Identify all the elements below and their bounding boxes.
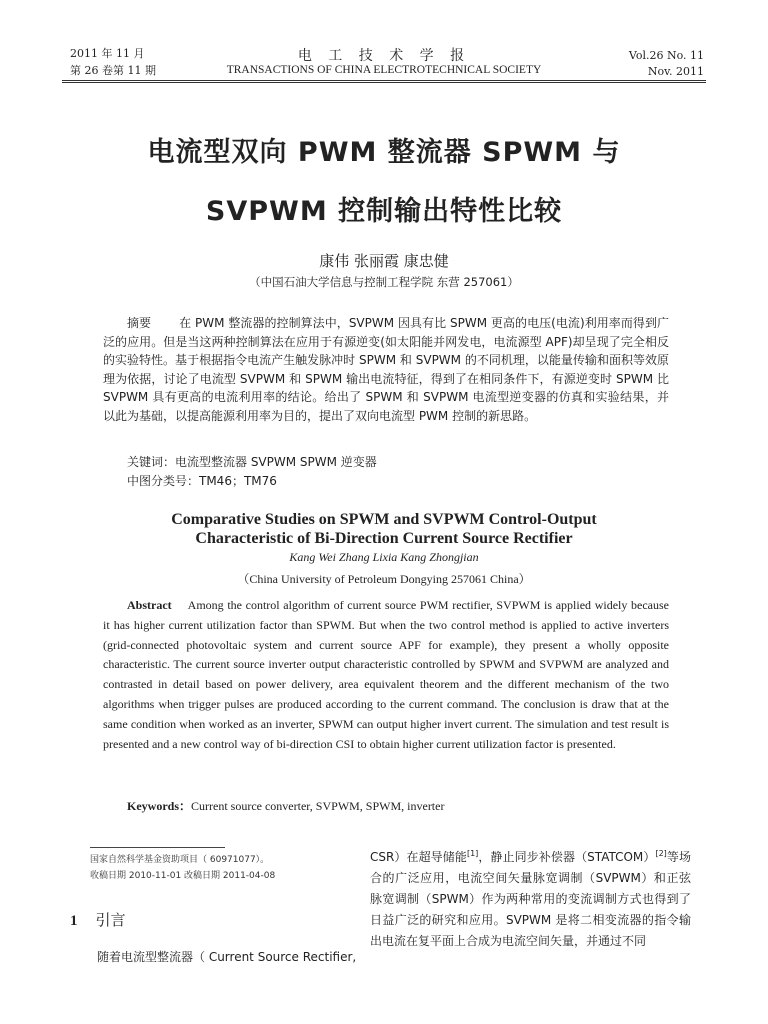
section-title: 引言 [95,911,126,929]
header-rule-double [62,82,706,83]
abstract-en-label: Abstract [127,598,172,612]
header-month-year: Nov. 2011 [647,65,704,78]
section-heading [70,909,126,930]
abstract-cn [103,314,669,425]
abstract-cn-text: 在 PWM 整流器的控制算法中，SVPWM 因具有比 SPWM 更高的电压(电流)利用率而得到广泛的应用。但是当这两种控制算法在应用于有源逆变(如太阳能并网发电，电流源型 APF)却呈现了完全相反的实验特性。基于根据指令电流产生触发脉冲时 SPWM 和 SVPWM 的不同机理，以能量传输和面积等效原理为依据，讨论了电流型 SVPWM 和 SPWM 输出电流特征，得到了在相同条件下，有源逆变时 SPWM 比 SVPWM 具有更高的电流利用率的结论。给出了 SPWM 和 SVPWM 电流型逆变器的仿真和实验结果，并以此为基础，以提高能源利用率为目的，提出了双向电流型 PWM 控制的新思路。 [103,316,669,423]
title-cn-line2: SVPWM 控制输出特性比较 [205,196,563,227]
citation-ref: [1] [466,849,479,858]
title-cn-line1: 电流型双向 PWM 整流器 SPWM 与 [147,137,621,168]
section-number: 1 [70,913,78,929]
authors-en: Kang Wei Zhang Lixia Kang Zhongjian [289,550,479,564]
footnote-dates: 收稿日期 2010-11-01 改稿日期 2011-04-08 [90,871,276,881]
title-en-line2: Characteristic of Bi-Direction Current Source Rectifier [195,530,573,547]
header-date: 2011 年 11 月 [70,47,145,60]
classification-cn: 中图分类号：TM46；TM76 [127,474,277,488]
journal-title-en: TRANSACTIONS OF CHINA ELECTROTECHNICAL SOCIETY [226,64,542,76]
abstract-cn-label: 摘要 [127,316,152,330]
footnote-fund: 国家自然科学基金资助项目（ 60971077）。 [90,855,270,865]
keywords-en-label: Keywords： [127,799,191,813]
keywords-en-text: Current source converter, SVPWM, SPWM, inverter [191,799,445,813]
body-right-part1: CSR）在超导储能 [370,850,467,864]
title-en-line1: Comparative Studies on SPWM and SVPWM Control-Output [171,511,597,528]
abstract-en-text: Among the control algorithm of current source PWM rectifier, SVPWM is applied widely because it has higher current utilization factor than SPWM. But when the two control method is applied to active inverters (grid-connected photovoltaic system and current source APF for example), they present a wholly opposite characteristic. The current source inverter output characteristic controlled by SPWM and SVPWM are analyzed and contrasted in detail based on power delivery, area equivalent theorem and the different mechanism of the two algorithms when trigger pulses are produced according to the current command. The conclusion is draw that at the same condition when worked as an inverter, SPWM can output higher invert current. The simulation and test result is presented and a new control way of bi-direction CSI to obtain higher current utilization factor is presented. [103,598,669,751]
keywords-cn: 关键词：电流型整流器 SVPWM SPWM 逆变器 [127,455,377,469]
header-vol-no: Vol.26 No. 11 [628,49,704,62]
affiliation-cn: （中国石油大学信息与控制工程学院 东营 257061） [249,275,519,289]
header-volume: 第 26 卷第 11 期 [70,64,156,77]
body-text-left: 随着电流型整流器（ Current Source Rectifier, [97,950,357,964]
body-right-part2: ，静止同步补偿器（STATCOM） [478,850,656,864]
header-rule [62,80,706,81]
authors-cn: 康伟 张丽霞 康忠健 [319,252,449,270]
body-text-right [370,843,691,952]
body-right-part3: 等场合的广泛应用，电流空间矢量脉宽调制（SVPWM）和正弦脉宽调制（SPWM）作为两种常用的变流调制方式也得到了日益广泛的研究和应用。SVPWM 是将二相变流器的指令输出电流在复平面上合成为电流空间矢量，并通过不同 [370,850,691,948]
journal-title-cn: 电 工 技 术 学 报 [297,48,471,64]
affiliation-en: （China University of Petroleum Dongying 257061 China） [237,572,531,586]
keywords-en [127,797,444,814]
citation-ref: [2] [655,849,667,858]
abstract-en [103,596,669,754]
footnote-rule [90,847,225,848]
